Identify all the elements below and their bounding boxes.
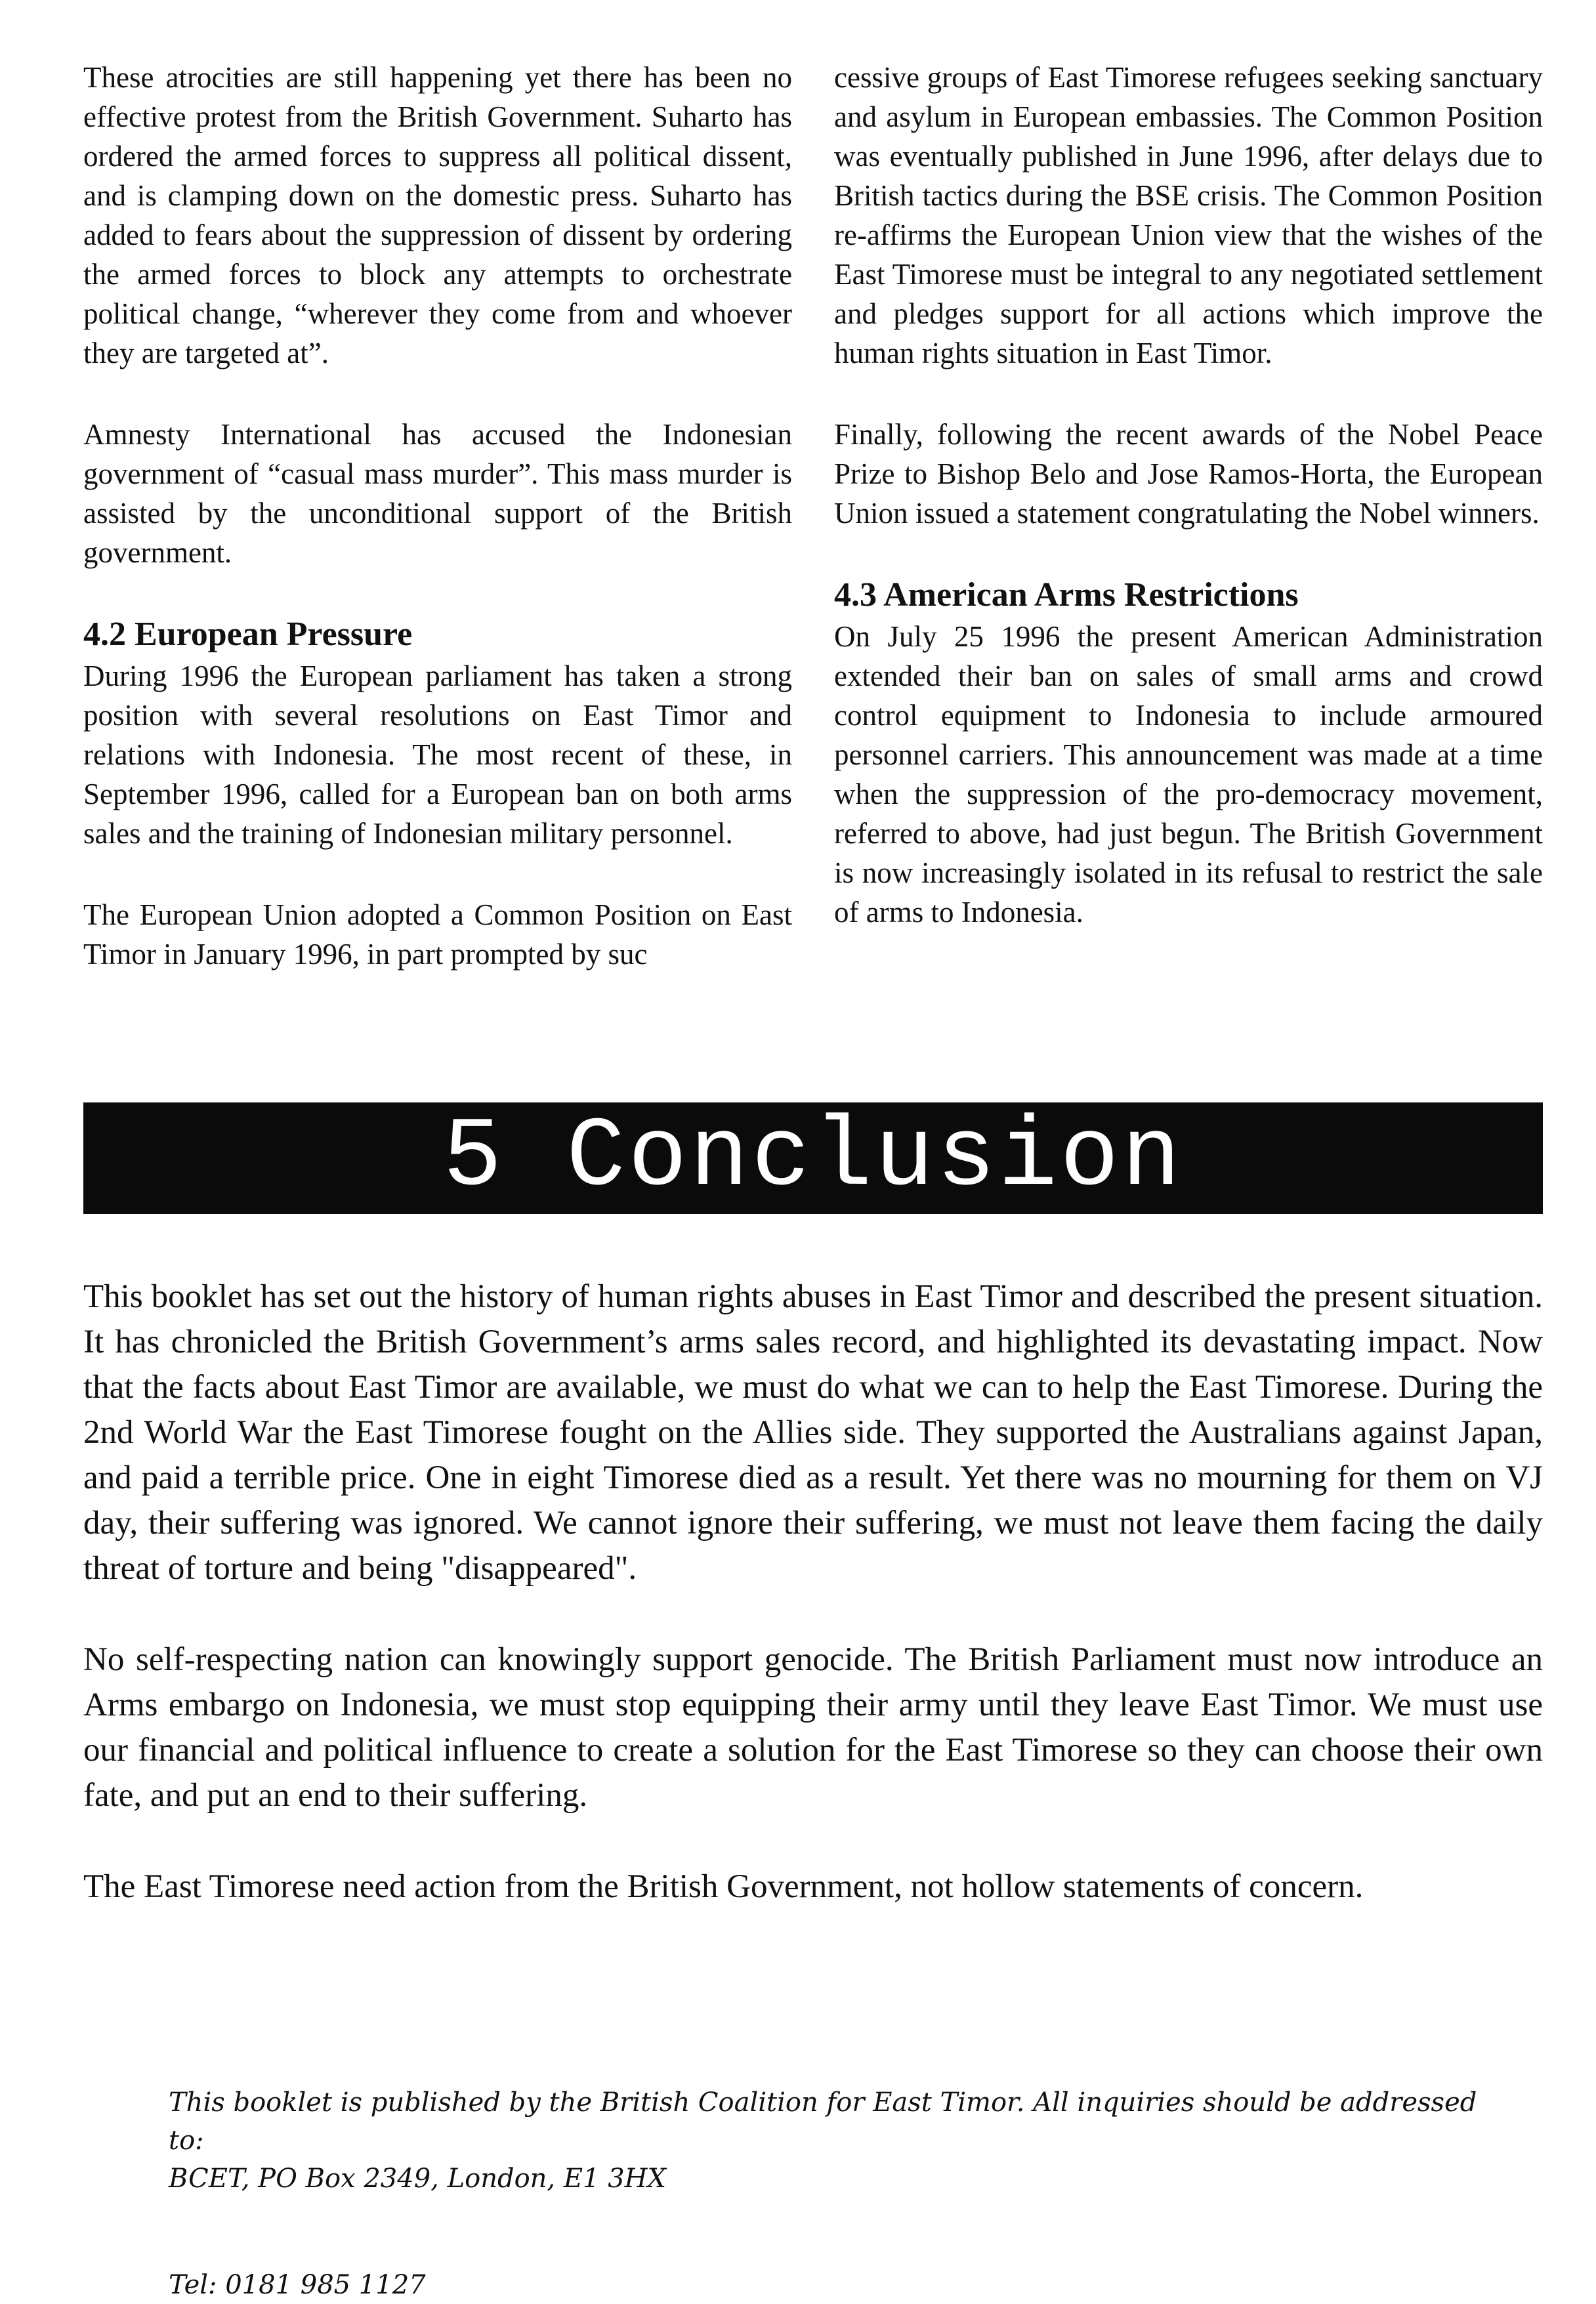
left-paragraph-amnesty: Amnesty International has accused the Indonesian government of “casual mass murder”. This mass murder is assisted by the unconditional support of the British government. (83, 418, 792, 569)
left-column (83, 58, 792, 1016)
left-paragraph-common-position: The European Union adopted a Common Position on East Timor in January 1996, in part prompted by suc (83, 898, 792, 971)
conclusion-paragraph-history: This booklet has set out the history of human rights abuses in East Timor and described the present situation. It has chronicled the British Government’s arms sales record, and highlighted its devastating impact. Now that the facts about East Timor are available, we must do what we can to help the East Timorese. During the 2nd World War the East Timorese fought on the Allies side. They supported the Australians against Japan, and paid a terrible price. One in eight Timorese died as a result. Yet there was no mourning for them on VJ day, their suffering was ignored. We cannot ignore their suffering, we must not leave them facing the daily threat of torture and being "disappeared". (83, 1278, 1543, 1587)
heading-american-arms-restrictions: 4.3 American Arms Restrictions (834, 576, 1299, 614)
publisher-address: BCET, PO Box 2349, London, E1 3HX (169, 2164, 667, 2194)
two-column-section (83, 58, 1543, 1016)
conclusion-banner (83, 1102, 1543, 1214)
conclusion-title: 5 Conclusion (442, 1102, 1184, 1214)
right-paragraph-common-position-cont: cessive groups of East Timorese refugees seeking sanctuary and asylum in European embassies. The Common Position was eventually published in June 1996, after delays due to British tactics during the BSE crisis. The Common Position re-affirms the European Union view that the wishes of the East Timorese must be integral to any negotiated settlement and pledges support for all actions which improve the human rights situation in East Timor. (834, 61, 1543, 369)
right-column (834, 58, 1543, 1016)
conclusion-section (83, 1274, 1543, 1956)
publisher-telephone: Tel: 0181 985 1127 (169, 2270, 426, 2300)
heading-european-pressure: 4.2 European Pressure (83, 616, 413, 653)
right-paragraph-nobel: Finally, following the recent awards of the Nobel Peace Prize to Bishop Belo and Jose Ramos-Horta, the European Union issued a statement congratulating the Nobel winners. (834, 418, 1543, 530)
right-paragraph-american-ban: On July 25 1996 the present American Administration extended their ban on sales of small arms and crowd control equipment to Indonesia to include armoured personnel carriers. This announcement was made at a time when the suppression of the pro-democracy movement, referred to above, had just begun. The British Government is now increasingly isolated in its refusal to restrict the sale of arms to Indonesia. (834, 620, 1543, 929)
publisher-line: This booklet is published by the British Coalition for East Timor. All inquiries should be addressed to: (169, 2087, 1477, 2156)
left-paragraph-atrocities: These atrocities are still happening yet there has been no effective protest from the British Government. Suharto has ordered the armed forces to suppress all political dissent, and is clamping down on the domestic press. Suharto has added to fears about the suppression of dissent by ordering the armed forces to block any attempts to orchestrate political change, “wherever they come from and whoever they are targeted at”. (83, 61, 792, 369)
conclusion-paragraph-action: The East Timorese need action from the British Government, not hollow statements of concern. (83, 1868, 1364, 1905)
left-paragraph-european-parliament: During 1996 the European parliament has taken a strong position with several resolutions on East Timor and relations with Indonesia. The most recent of these, in September 1996, called for a European ban on both arms sales and the training of Indonesian military personnel. (83, 660, 792, 850)
publisher-footer (169, 2084, 1514, 2304)
conclusion-paragraph-genocide: No self-respecting nation can knowingly support genocide. The British Parliament must now introduce an Arms embargo on Indonesia, we must stop equipping their army until they leave East Timor. We must use our financial and political influence to create a solution for the East Timorese so they can choose their own fate, and put an end to their suffering. (83, 1641, 1543, 1814)
